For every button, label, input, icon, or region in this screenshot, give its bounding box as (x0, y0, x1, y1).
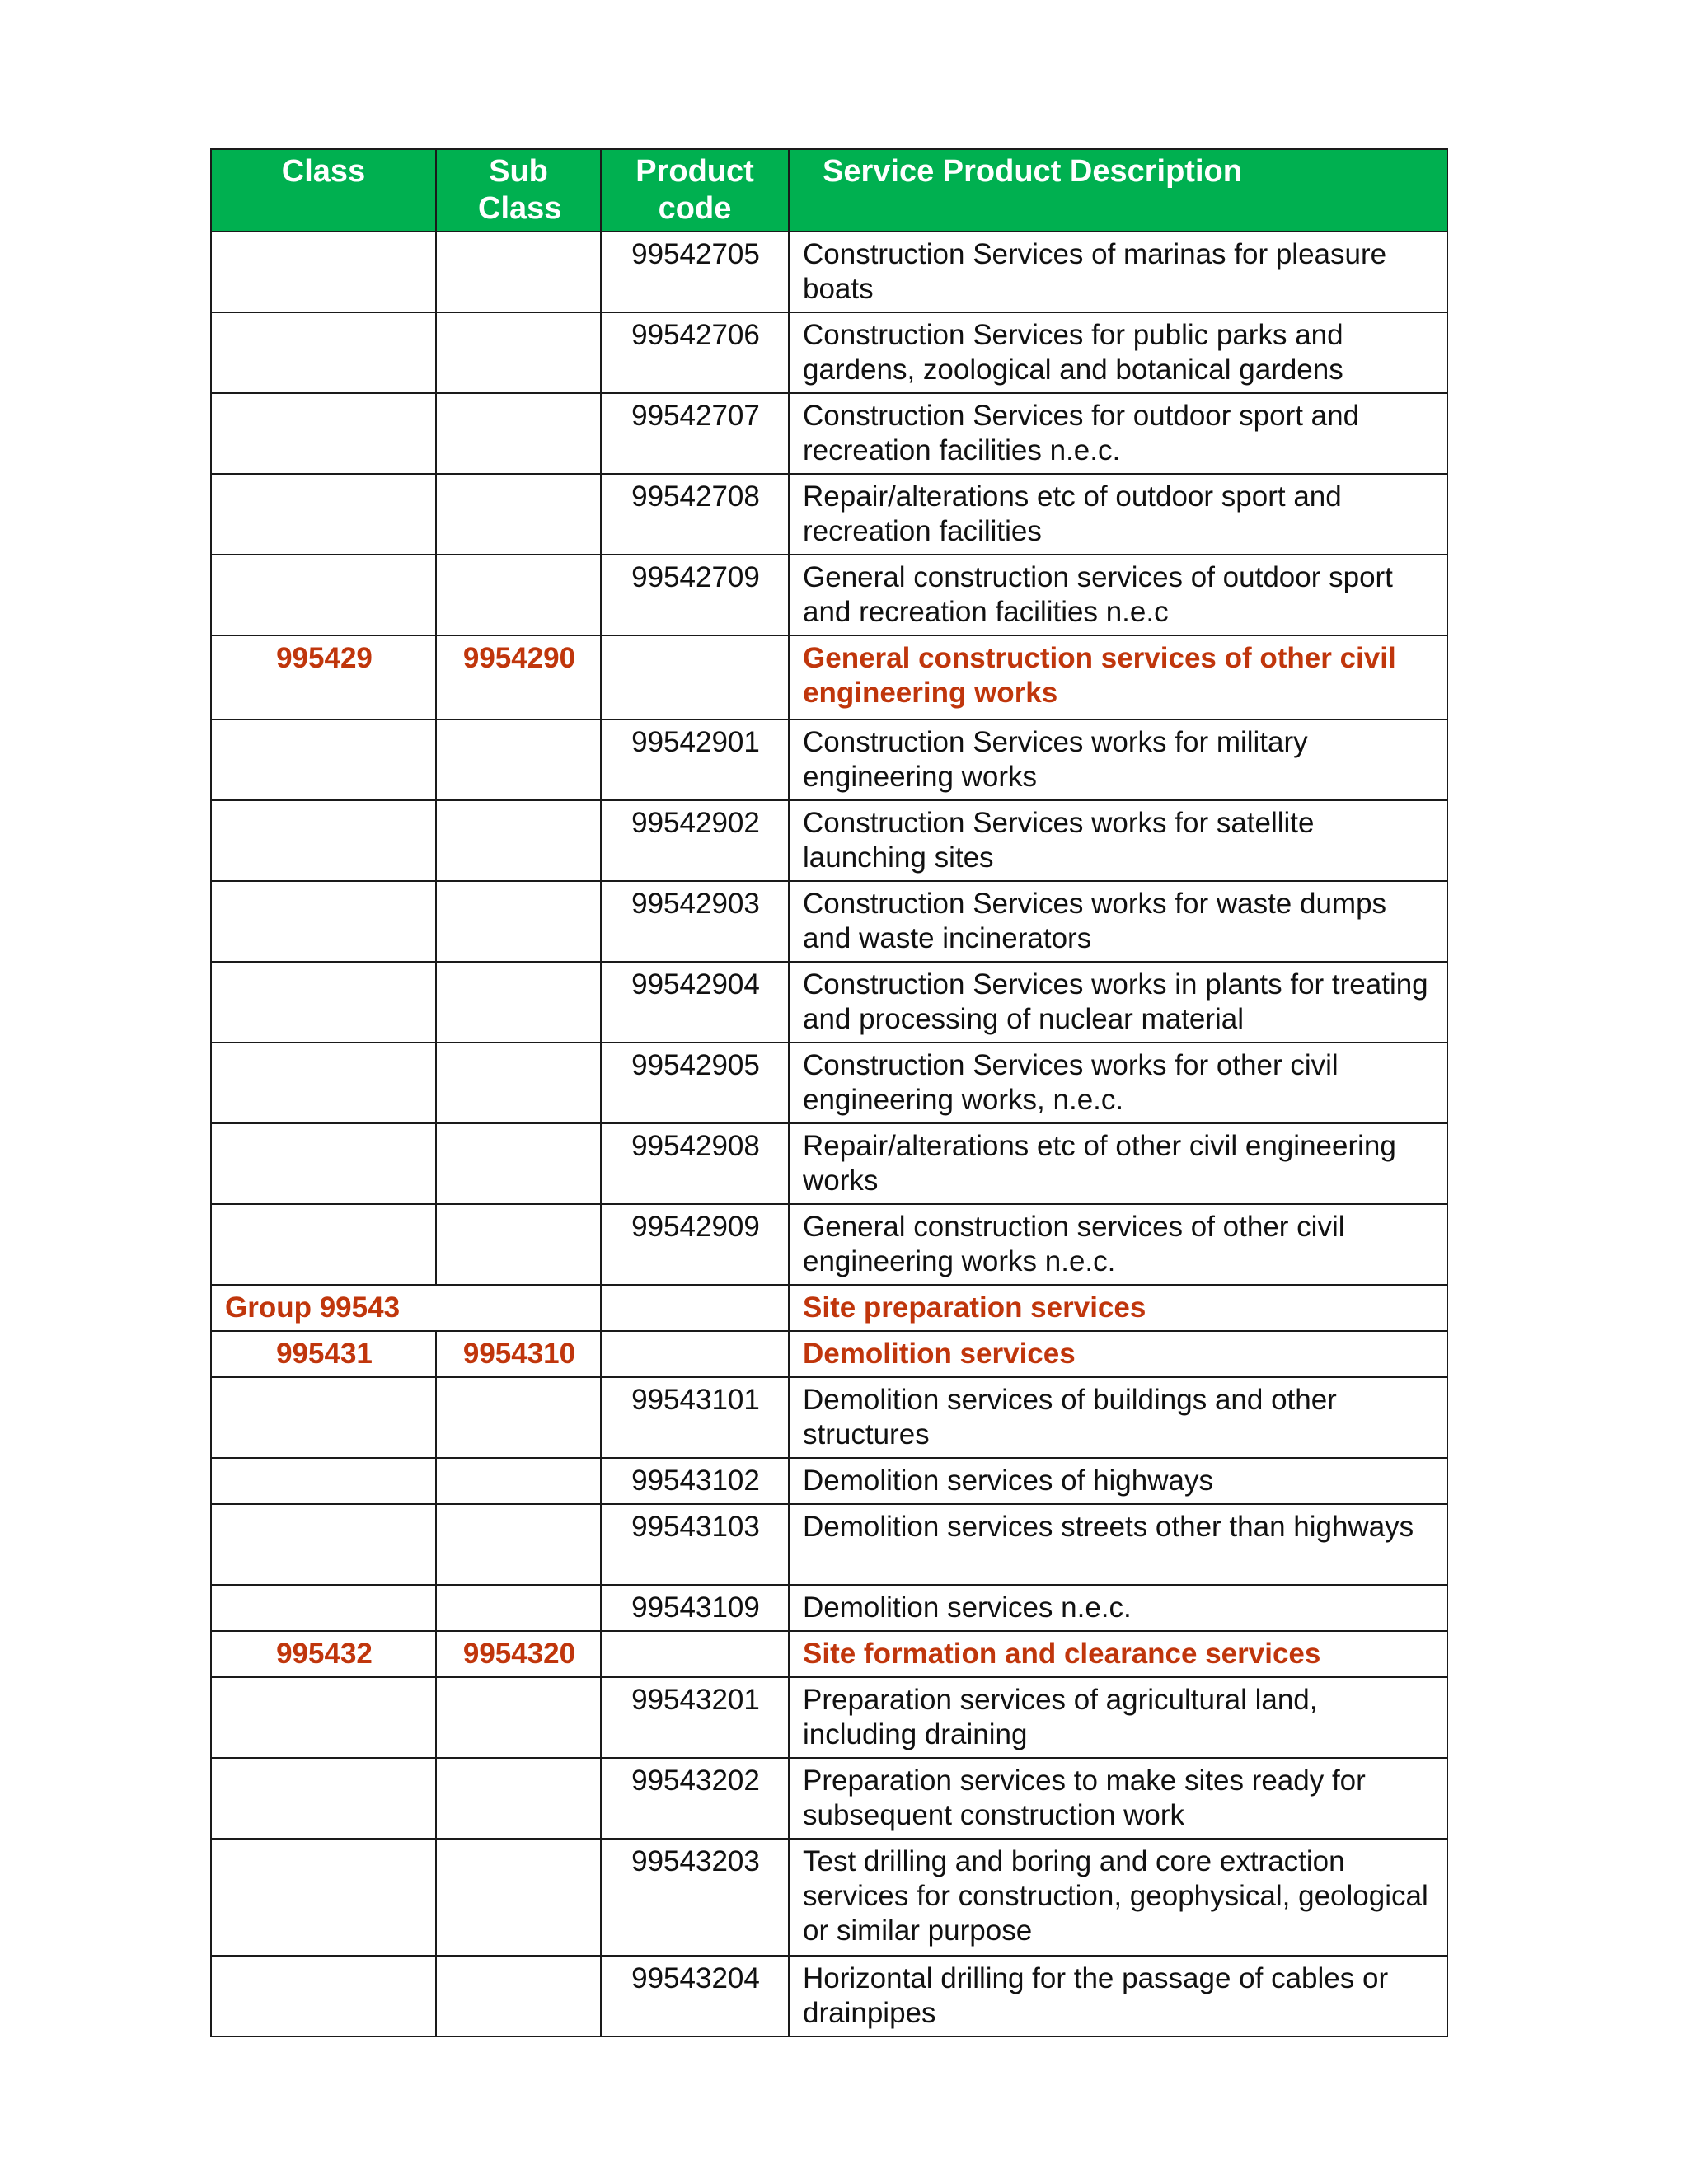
sub-class-cell (436, 1758, 601, 1839)
class-cell (211, 1123, 436, 1204)
description-cell: Horizontal drilling for the passage of cables or drainpipes (789, 1956, 1447, 2036)
product-code-cell: 99542705 (601, 232, 789, 312)
description-cell: Test drilling and boring and core extraction services for construction, geophysical, geological or similar purpose (789, 1839, 1447, 1956)
description-cell: Site preparation services (789, 1285, 1447, 1331)
sub-class-cell (436, 1585, 601, 1631)
sub-class-cell (436, 719, 601, 800)
product-code-cell: 99542902 (601, 800, 789, 881)
header-class: Class (211, 149, 436, 232)
table-row (211, 1956, 1447, 2036)
sub-class-cell (436, 1504, 601, 1585)
description-cell: General construction services of other civil engineering works (789, 635, 1447, 719)
class-cell (211, 232, 436, 312)
product-code-cell: 99543202 (601, 1758, 789, 1839)
table-row (211, 1377, 1447, 1458)
table-row (211, 962, 1447, 1043)
table-row (211, 719, 1447, 800)
description-cell: Repair/alterations etc of outdoor sport and recreation facilities (789, 474, 1447, 555)
sub-class-cell (436, 1204, 601, 1285)
description-cell: Construction Services works for satellite launching sites (789, 800, 1447, 881)
class-cell (211, 1458, 436, 1504)
sub-class-cell (436, 1839, 601, 1956)
product-code-cell: 99543204 (601, 1956, 789, 2036)
sub-class-cell (436, 555, 601, 635)
sub-class-cell: 9954310 (436, 1331, 601, 1377)
table-row (211, 555, 1447, 635)
sub-class-cell (436, 393, 601, 474)
description-cell: Demolition services streets other than highways (789, 1504, 1447, 1585)
sub-class-cell (436, 1677, 601, 1758)
class-cell (211, 1377, 436, 1458)
sub-class-cell (436, 1956, 601, 2036)
header-sub-class: Sub Class (436, 149, 601, 232)
sub-class-cell: 9954290 (436, 635, 601, 719)
table-header-row (211, 149, 1447, 232)
header-description: Service Product Description (789, 149, 1447, 232)
sub-class-cell (436, 1377, 601, 1458)
description-cell: Construction Services for outdoor sport and recreation facilities n.e.c. (789, 393, 1447, 474)
class-cell (211, 1677, 436, 1758)
table-row (211, 232, 1447, 312)
product-code-cell: 99542903 (601, 881, 789, 962)
group-row (211, 1285, 1447, 1331)
class-cell (211, 1839, 436, 1956)
sub-class-cell (436, 800, 601, 881)
product-code-cell (601, 1331, 789, 1377)
class-cell (211, 1043, 436, 1123)
description-cell: General construction services of other civil engineering works n.e.c. (789, 1204, 1447, 1285)
description-cell: Demolition services n.e.c. (789, 1585, 1447, 1631)
sub-class-cell (436, 312, 601, 393)
description-cell: Preparation services to make sites ready for subsequent construction work (789, 1758, 1447, 1839)
table-row (211, 1839, 1447, 1956)
class-cell: 995432 (211, 1631, 436, 1677)
class-cell (211, 312, 436, 393)
class-cell (211, 881, 436, 962)
class-cell (211, 1758, 436, 1839)
class-cell: 995429 (211, 635, 436, 719)
product-code-cell: 99542708 (601, 474, 789, 555)
table-row (211, 1458, 1447, 1504)
class-cell (211, 1204, 436, 1285)
product-code-cell (601, 635, 789, 719)
table-body (211, 232, 1447, 2036)
class-cell (211, 474, 436, 555)
description-cell: General construction services of outdoor sport and recreation facilities n.e.c (789, 555, 1447, 635)
class-cell (211, 1956, 436, 2036)
group-label: Group 99543 (211, 1285, 601, 1331)
table-row (211, 1123, 1447, 1204)
table-row (211, 881, 1447, 962)
table-row (211, 312, 1447, 393)
sub-class-cell (436, 1123, 601, 1204)
description-cell: Site formation and clearance services (789, 1631, 1447, 1677)
table-row (211, 393, 1447, 474)
description-cell: Repair/alterations etc of other civil engineering works (789, 1123, 1447, 1204)
product-code-cell: 99543101 (601, 1377, 789, 1458)
section-row (211, 1331, 1447, 1377)
product-code-cell (601, 1631, 789, 1677)
class-cell (211, 962, 436, 1043)
table-row (211, 1043, 1447, 1123)
description-cell: Preparation services of agricultural land, including draining (789, 1677, 1447, 1758)
product-code-cell: 99542909 (601, 1204, 789, 1285)
sub-class-cell (436, 1458, 601, 1504)
product-code-cell (601, 1285, 789, 1331)
table-row (211, 1204, 1447, 1285)
description-cell: Construction Services works in plants for treating and processing of nuclear material (789, 962, 1447, 1043)
product-code-cell: 99543203 (601, 1839, 789, 1956)
section-row (211, 1631, 1447, 1677)
class-cell (211, 1504, 436, 1585)
service-code-table (210, 148, 1448, 2037)
table-row (211, 1585, 1447, 1631)
sub-class-cell: 9954320 (436, 1631, 601, 1677)
table-row (211, 1504, 1447, 1585)
description-cell: Demolition services of buildings and other structures (789, 1377, 1447, 1458)
sub-class-cell (436, 1043, 601, 1123)
class-cell: 995431 (211, 1331, 436, 1377)
class-cell (211, 393, 436, 474)
class-cell (211, 800, 436, 881)
sub-class-cell (436, 881, 601, 962)
product-code-cell: 99543109 (601, 1585, 789, 1631)
class-cell (211, 719, 436, 800)
product-code-cell: 99543102 (601, 1458, 789, 1504)
header-product-code: Product code (601, 149, 789, 232)
description-cell: Construction Services works for waste dumps and waste incinerators (789, 881, 1447, 962)
table-row (211, 474, 1447, 555)
product-code-cell: 99542908 (601, 1123, 789, 1204)
table-row (211, 800, 1447, 881)
product-code-cell: 99543103 (601, 1504, 789, 1585)
product-code-cell: 99542904 (601, 962, 789, 1043)
product-code-cell: 99542707 (601, 393, 789, 474)
product-code-cell: 99542709 (601, 555, 789, 635)
product-code-cell: 99542905 (601, 1043, 789, 1123)
product-code-cell: 99542901 (601, 719, 789, 800)
description-cell: Construction Services works for other civil engineering works, n.e.c. (789, 1043, 1447, 1123)
section-row (211, 635, 1447, 719)
sub-class-cell (436, 962, 601, 1043)
class-cell (211, 1585, 436, 1631)
class-cell (211, 555, 436, 635)
sub-class-cell (436, 474, 601, 555)
table-row (211, 1677, 1447, 1758)
description-cell: Construction Services of marinas for pleasure boats (789, 232, 1447, 312)
sub-class-cell (436, 232, 601, 312)
product-code-cell: 99542706 (601, 312, 789, 393)
description-cell: Demolition services of highways (789, 1458, 1447, 1504)
description-cell: Construction Services for public parks and gardens, zoological and botanical gardens (789, 312, 1447, 393)
description-cell: Construction Services works for military engineering works (789, 719, 1447, 800)
product-code-cell: 99543201 (601, 1677, 789, 1758)
description-cell: Demolition services (789, 1331, 1447, 1377)
table-row (211, 1758, 1447, 1839)
